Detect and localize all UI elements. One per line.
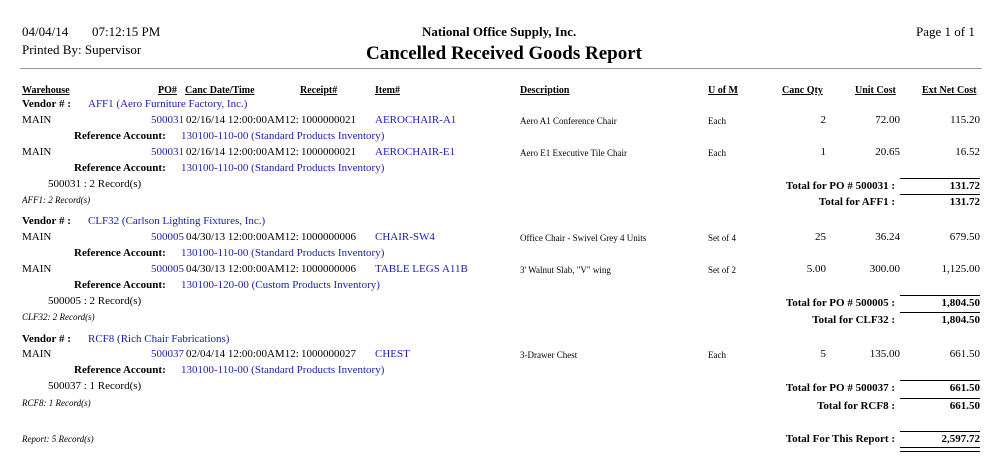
row-uom: Set of 2 [708,265,736,275]
ref-account-link[interactable]: 130100-110-00 (Standard Products Inventory) [181,130,385,142]
ref-account-link[interactable]: 130100-120-00 (Custom Products Inventory) [181,279,380,291]
row-canc-date: 04/30/13 12:00:00AM12: [186,263,299,275]
ref-account-label: Reference Account: [74,130,166,142]
vendor-record-count: AFF1: 2 Record(s) [22,195,91,205]
ref-account-link[interactable]: 130100-110-00 (Standard Products Inventory) [181,247,385,259]
row-receipt: 1000000021 [301,114,356,126]
row-description: Office Chair - Swivel Grey 4 Units [520,233,647,243]
printed-by: Printed By: Supervisor [22,42,142,57]
vendor-total: 1,804.50 [941,314,980,326]
row-unit-cost: 20.65 [875,146,900,158]
vendor-link[interactable]: CLF32 (Carlson Lighting Fixtures, Inc.) [88,215,266,227]
col-po: PO# [158,85,177,96]
subtotal-rule [900,380,980,381]
po-record-count: 500037 : 1 Record(s) [48,380,142,392]
row-description: Aero E1 Executive Tile Chair [520,148,627,158]
row-po-link[interactable]: 500005 [151,231,184,243]
vendor-label: Vendor # : [22,215,71,227]
row-uom: Each [708,148,726,158]
report-total: 2,597.72 [941,433,980,445]
subtotal-rule [900,194,980,195]
col-uom: U of M [708,85,738,96]
report-record-count: Report: 5 Record(s) [22,434,94,444]
row-canc-qty: 25 [815,231,826,243]
ref-account-label: Reference Account: [74,247,166,259]
row-description: 3' Walnut Slab, "V" wing [520,265,611,275]
row-canc-qty: 5.00 [806,263,826,275]
row-warehouse: MAIN [22,146,52,158]
subtotal-rule [900,398,980,399]
vendor-total-label: Total for RCF8 : [817,400,895,412]
row-po-link[interactable]: 500037 [151,348,184,360]
row-warehouse: MAIN [22,231,52,243]
col-canc-qty: Canc Qty [782,85,823,96]
vendor-record-count: CLF32: 2 Record(s) [22,312,95,322]
vendor-total: 131.72 [949,196,980,208]
row-unit-cost: 36.24 [875,231,900,243]
col-unit-cost: Unit Cost [855,85,896,96]
row-ext-cost: 115.20 [950,114,980,126]
row-unit-cost: 135.00 [869,348,900,360]
row-ext-cost: 661.50 [949,348,980,360]
ref-account-label: Reference Account: [74,279,166,291]
vendor-total-label: Total for CLF32 : [812,314,895,326]
row-receipt: 1000000021 [301,146,356,158]
page-number: Page 1 of 1 [916,24,975,39]
row-canc-date: 04/30/13 12:00:00AM12: [186,231,299,243]
po-total: 131.72 [949,180,980,192]
subtotal-rule [900,312,980,313]
vendor-total-label: Total for AFF1 : [818,196,895,208]
company-name: National Office Supply, Inc. [422,24,577,39]
row-description: 3-Drawer Chest [520,350,578,360]
po-total: 1,804.50 [941,297,980,309]
row-description: Aero A1 Conference Chair [520,116,617,126]
row-uom: Each [708,116,726,126]
row-item-link[interactable]: CHAIR-SW4 [375,231,435,243]
grand-total-double-rule [900,447,980,452]
vendor-link[interactable]: AFF1 (Aero Furniture Factory, Inc.) [88,98,248,110]
po-total-label: Total for PO # 500031 : [785,180,895,192]
row-po-link[interactable]: 500031 [151,146,184,158]
ref-account-label: Reference Account: [74,364,166,376]
row-po-link[interactable]: 500005 [151,263,184,275]
ref-account-link[interactable]: 130100-110-00 (Standard Products Inventory) [181,162,385,174]
vendor-label: Vendor # : [22,333,71,345]
report-time: 07:12:15 PM [92,24,161,39]
total-rule [900,431,980,432]
row-unit-cost: 72.00 [875,114,900,126]
header-rule [20,68,982,69]
po-total-label: Total for PO # 500037 : [785,382,895,394]
row-ext-cost: 679.50 [949,231,980,243]
row-canc-qty: 5 [820,348,826,360]
col-description: Description [520,85,570,96]
row-ext-cost: 16.52 [955,146,980,158]
po-record-count: 500031 : 2 Record(s) [48,178,142,190]
row-po-link[interactable]: 500031 [151,114,184,126]
row-uom: Each [708,350,726,360]
row-canc-date: 02/04/14 12:00:00AM12: [186,348,299,360]
row-canc-date: 02/16/14 12:00:00AM12: [186,146,299,158]
vendor-record-count: RCF8: 1 Record(s) [22,398,91,408]
row-ext-cost: 1,125.00 [941,263,980,275]
report-total-label: Total For This Report : [785,433,895,445]
row-warehouse: MAIN [22,348,52,360]
row-item-link[interactable]: CHEST [375,348,410,360]
vendor-link[interactable]: RCF8 (Rich Chair Fabrications) [88,333,230,345]
row-item-link[interactable]: AEROCHAIR-E1 [375,146,456,158]
row-uom: Set of 4 [708,233,736,243]
vendor-total: 661.50 [949,400,980,412]
row-warehouse: MAIN [22,114,52,126]
subtotal-rule [900,178,980,179]
report-date: 04/04/14 [22,24,69,39]
col-receipt: Receipt# [300,85,338,96]
subtotal-rule [900,295,980,296]
row-item-link[interactable]: AEROCHAIR-A1 [375,114,457,126]
vendor-label: Vendor # : [22,98,71,110]
row-canc-qty: 2 [820,114,826,126]
po-total: 661.50 [949,382,980,394]
po-total-label: Total for PO # 500005 : [785,297,895,309]
row-receipt: 1000000006 [301,231,356,243]
row-unit-cost: 300.00 [869,263,900,275]
col-ext-net-cost: Ext Net Cost [922,85,977,96]
report-title: Cancelled Received Goods Report [366,43,642,64]
row-item-link[interactable]: TABLE LEGS A11B [375,263,468,275]
po-record-count: 500005 : 2 Record(s) [48,295,142,307]
row-canc-qty: 1 [820,146,826,158]
row-receipt: 1000000006 [301,263,356,275]
row-warehouse: MAIN [22,263,52,275]
row-canc-date: 02/16/14 12:00:00AM12: [186,114,299,126]
ref-account-label: Reference Account: [74,162,166,174]
ref-account-link[interactable]: 130100-110-00 (Standard Products Inventory) [181,364,385,376]
col-canc-date: Canc Date/Time [185,85,255,96]
row-receipt: 1000000027 [301,348,356,360]
col-warehouse: Warehouse [22,85,70,96]
col-item: Item# [375,85,400,96]
